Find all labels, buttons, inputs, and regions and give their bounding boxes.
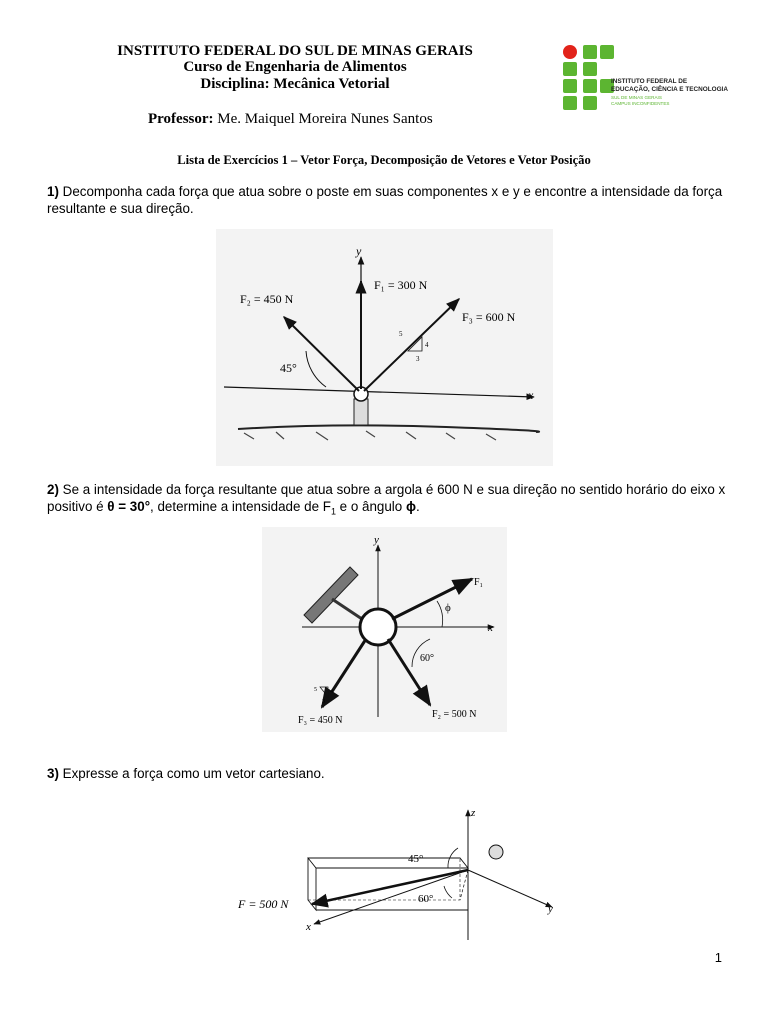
figure-2-ring bbox=[262, 527, 507, 732]
force-f2-arrow bbox=[284, 317, 359, 391]
z-axis-label: z bbox=[471, 807, 476, 819]
x-axis bbox=[224, 387, 534, 397]
logo-line3: SUL DE MINAS GERAIS bbox=[611, 95, 662, 100]
force-f2-label-2: F₂ = 500 N bbox=[432, 709, 477, 720]
phi-label-2: ϕ bbox=[445, 602, 451, 614]
question-3-number: 3) bbox=[47, 766, 59, 781]
slope-3: 3 bbox=[416, 355, 420, 363]
force-f2-label: F₂ = 450 N bbox=[240, 292, 294, 306]
professor-line bbox=[148, 111, 433, 128]
ground-line bbox=[238, 425, 539, 432]
y-axis-label: y bbox=[356, 244, 362, 258]
wall bbox=[304, 567, 358, 623]
discipline-name: Disciplina: Mecânica Vetorial bbox=[200, 76, 390, 92]
force-label-3: F = 500 N bbox=[238, 897, 289, 911]
question-1-number: 1) bbox=[47, 184, 59, 199]
box-hidden-edges bbox=[308, 858, 460, 900]
course-name: Curso de Engenharia de Alimentos bbox=[183, 59, 407, 75]
professor-label: Professor: bbox=[148, 111, 214, 127]
angle-60-label: 60° bbox=[420, 653, 434, 664]
logo-red-dot bbox=[563, 45, 577, 59]
force-f1-arrow-2 bbox=[392, 579, 472, 619]
slope2-3: 3 bbox=[322, 699, 325, 705]
y-axis-3 bbox=[468, 870, 552, 907]
logo-line4: CAMPUS INCONFIDENTES bbox=[611, 101, 670, 106]
x-axis-2-label: x bbox=[488, 622, 493, 634]
figure-1-pole bbox=[216, 229, 553, 466]
question-2 bbox=[47, 481, 727, 521]
question-2-sub: 1 bbox=[330, 506, 336, 517]
force-f3-arrow-2 bbox=[322, 639, 366, 707]
slope-triangle-2 bbox=[320, 687, 328, 697]
figure-3-box bbox=[232, 800, 562, 940]
logo-line1: INSTITUTO FEDERAL DE bbox=[611, 78, 688, 85]
institution-name: INSTITUTO FEDERAL DO SUL DE MINAS GERAIS bbox=[117, 43, 473, 59]
angle-45-label: 45° bbox=[280, 361, 297, 375]
x-axis-label: x bbox=[528, 388, 534, 402]
ground-hatch bbox=[244, 431, 496, 440]
slope-4: 4 bbox=[425, 341, 429, 349]
force-f2-arrow-2 bbox=[388, 639, 430, 705]
professor-name: Me. Maiquel Moreira Nunes Santos bbox=[217, 111, 433, 127]
x-axis-3-label: x bbox=[306, 921, 311, 933]
force-f1-label-2: F₁ bbox=[474, 577, 484, 588]
force-f3-label-2: F₃ = 450 N bbox=[298, 715, 343, 726]
angle-45-label-3: 45° bbox=[408, 853, 424, 865]
question-2-text-a: Se a intensidade da força resultante que atua sobre a argola é 600 N e sua direção no sentido horário do eixo x positivo é bbox=[47, 482, 726, 514]
pole bbox=[354, 399, 368, 425]
phi-arc bbox=[437, 601, 443, 627]
projection-line bbox=[460, 870, 468, 900]
wall-rope bbox=[332, 599, 362, 619]
angle-60-label-3: 60° bbox=[418, 893, 434, 905]
question-2-number: 2) bbox=[47, 482, 59, 497]
question-1-text: Decomponha cada força que atua sobre o poste em suas componentes x e y e encontre a intensidade da força resultante e sua direção. bbox=[47, 184, 723, 216]
list-title: Lista de Exercícios 1 – Vetor Força, Decomposição de Vetores e Vetor Posição bbox=[177, 153, 591, 167]
slope-triangle bbox=[408, 337, 422, 351]
slope-5: 5 bbox=[399, 330, 403, 338]
figure-1-drawing bbox=[216, 229, 553, 466]
question-3-text: Expresse a força como um vetor cartesiano. bbox=[58, 766, 325, 781]
force-f1-label: F₁ = 300 N bbox=[374, 278, 428, 292]
force-f3-arrow bbox=[364, 299, 459, 391]
logo-graphic bbox=[559, 43, 729, 111]
page-number: 1 bbox=[714, 950, 722, 965]
question-2-text-b: , determine a intensidade de F bbox=[150, 499, 331, 514]
question-2-text-c: e o ângulo bbox=[335, 499, 406, 514]
fixture bbox=[489, 845, 503, 859]
box-outline bbox=[308, 858, 468, 910]
force-f3-label: F₃ = 600 N bbox=[462, 310, 516, 324]
angle-60-arc-3 bbox=[444, 886, 452, 898]
slope2-5: 5 bbox=[314, 687, 317, 693]
y-axis-2-label: y bbox=[374, 534, 379, 546]
question-1 bbox=[47, 183, 727, 217]
logo-line2: EDUCAÇÃO, CIÊNCIA E TECNOLOGIA bbox=[611, 86, 728, 93]
figure-3-drawing bbox=[232, 800, 562, 940]
slope2-4: 4 bbox=[330, 689, 333, 695]
question-2-theta: θ = 30° bbox=[107, 499, 151, 514]
y-axis-3-label: y bbox=[548, 903, 553, 915]
question-3 bbox=[47, 765, 727, 782]
institution-logo bbox=[559, 43, 729, 111]
figure-2-drawing bbox=[262, 527, 507, 732]
x-axis-3 bbox=[314, 870, 468, 924]
question-2-phi: ϕ bbox=[405, 499, 416, 514]
question-2-text-d: . bbox=[416, 499, 420, 514]
